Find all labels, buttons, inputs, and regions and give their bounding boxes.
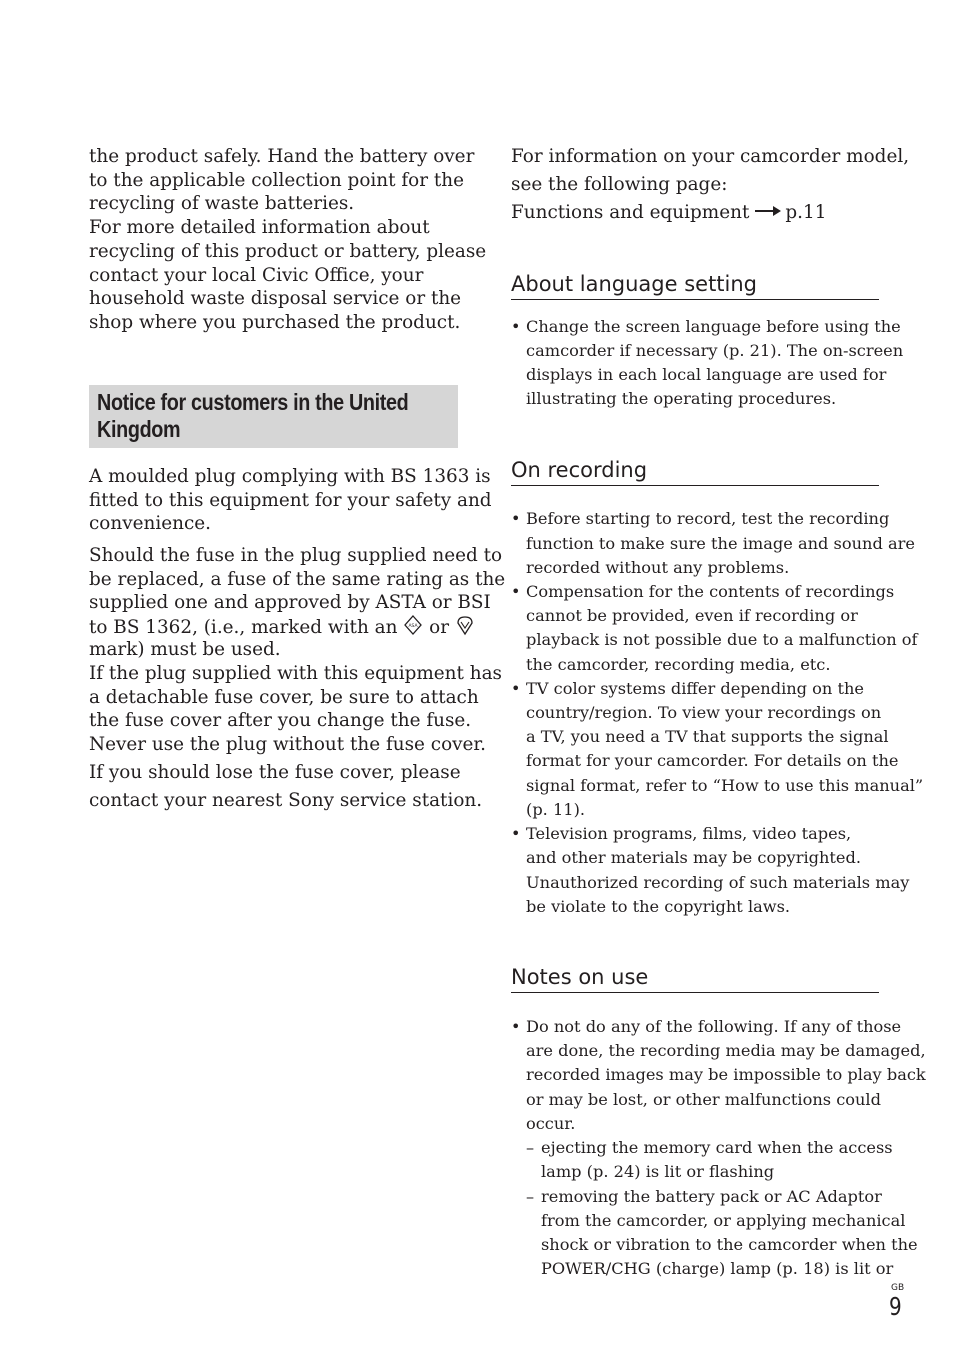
text-line: a detachable fuse cover, be sure to attach	[89, 687, 479, 708]
text-line: If you should lose the fuse cover, please	[89, 762, 461, 783]
bullet-text: playback is not possible due to a malfunction of	[526, 630, 918, 649]
bullet-text: a TV, you need a TV that supports the signal	[526, 727, 889, 746]
bullet-text: format for your camcorder. For details on the	[526, 751, 899, 770]
bullet-icon: •	[511, 1017, 521, 1036]
bullet-text: TV color systems differ depending on the	[526, 679, 865, 698]
text-line: to the applicable collection point for the	[89, 170, 464, 191]
bullet-text: and other materials may be copyrighted.	[526, 848, 861, 867]
bullet-text: function to make sure the image and sound are	[526, 534, 915, 553]
bullet-icon: •	[511, 679, 521, 698]
bullet-text: the camcorder, recording media, etc.	[526, 655, 831, 674]
text-line: Never use the plug without the fuse cover.	[89, 734, 487, 755]
text-line: fitted to this equipment for your safety and	[89, 490, 492, 511]
svg-text:ASA: ASA	[408, 624, 418, 629]
text-line: recycling of this product or battery, please	[89, 241, 487, 262]
text-line: For information on your camcorder model,	[511, 146, 910, 167]
text-line-with-marks	[89, 614, 475, 640]
bullet-text: recorded images may be impossible to play back	[526, 1065, 926, 1084]
text-line: supplied one and approved by ASTA or BSI	[89, 592, 491, 613]
text-line: mark) must be used.	[89, 639, 281, 660]
page-number: 9	[889, 1292, 902, 1321]
page-region-code: GB	[891, 1283, 905, 1293]
bullet-text: Television programs, films, video tapes,	[526, 824, 852, 843]
dash-icon: –	[526, 1187, 535, 1206]
text-line: be replaced, a fuse of the same rating as the	[89, 569, 506, 590]
bullet-text: camcorder if necessary (p. 21). The on-screen	[526, 341, 904, 360]
bullet-text: country/region. To view your recordings on	[526, 703, 882, 722]
text-segment: to BS 1362, (i.e., marked with an	[89, 617, 398, 638]
bullet-text: or may be lost, or other malfunctions could	[526, 1090, 881, 1109]
heading-notes: Notes on use	[511, 964, 879, 993]
bullet-text: are done, the recording media may be damaged,	[526, 1041, 926, 1060]
text-line: shop where you purchased the product.	[89, 312, 461, 333]
dash-item-text: lamp (p. 24) is lit or flashing	[541, 1162, 775, 1181]
section-title: Kingdom	[97, 416, 181, 442]
dash-icon: –	[526, 1138, 535, 1157]
bullet-text: Unauthorized recording of such materials may	[526, 873, 910, 892]
bullet-text: be violate to the copyright laws.	[526, 897, 791, 916]
text-line: household waste disposal service or the	[89, 288, 462, 309]
heading-language: About language setting	[511, 271, 879, 300]
dash-item-text: POWER/CHG (charge) lamp (p. 18) is lit or	[541, 1259, 894, 1278]
text-segment: or	[429, 617, 450, 638]
bullet-text: occur.	[526, 1114, 576, 1133]
reference-label: Functions and equipment	[511, 202, 750, 223]
section-heading-box	[89, 385, 458, 448]
text-line: contact your nearest Sony service station.	[89, 790, 483, 811]
heading-recording: On recording	[511, 457, 879, 486]
bullet-text: Do not do any of the following. If any of those	[526, 1017, 902, 1036]
page-reference	[511, 199, 826, 227]
text-line: recycling of waste batteries.	[89, 193, 355, 214]
bullet-text: signal format, refer to “How to use this manual”	[526, 776, 924, 795]
bullet-text: cannot be provided, even if recording or	[526, 606, 858, 625]
bullet-text: recorded without any problems.	[526, 558, 790, 577]
bullet-text: Change the screen language before using the	[526, 317, 901, 336]
section-title: Notice for customers in the United	[97, 389, 409, 415]
dash-item-text: shock or vibration to the camcorder when the	[541, 1235, 918, 1254]
dash-item-text: from the camcorder, or applying mechanical	[541, 1211, 906, 1230]
bullet-text: illustrating the operating procedures.	[526, 389, 837, 408]
bullet-text: displays in each local language are used for	[526, 365, 887, 384]
bullet-icon: •	[511, 317, 521, 336]
bullet-text: Before starting to record, test the recording	[526, 509, 890, 528]
text-line: Should the fuse in the plug supplied need to	[89, 545, 503, 566]
asta-mark-icon	[403, 614, 423, 636]
dash-item-text: removing the battery pack or AC Adaptor	[541, 1187, 882, 1206]
text-line: the fuse cover after you change the fuse.	[89, 710, 472, 731]
bullet-icon: •	[511, 824, 521, 843]
bullet-icon: •	[511, 582, 521, 601]
bullet-text: Compensation for the contents of recordings	[526, 582, 895, 601]
text-line: For more detailed information about	[89, 217, 430, 238]
text-line: convenience.	[89, 513, 211, 534]
text-line: the product safely. Hand the battery over	[89, 146, 475, 167]
bsi-kitemark-icon	[455, 614, 475, 636]
reference-target: p.11	[785, 202, 827, 223]
text-line: see the following page:	[511, 174, 728, 195]
arrow-right-icon	[755, 206, 781, 216]
text-line: If the plug supplied with this equipment has	[89, 663, 502, 684]
text-line: A moulded plug complying with BS 1363 is	[89, 466, 491, 487]
dash-item-text: ejecting the memory card when the access	[541, 1138, 893, 1157]
bullet-text: (p. 11).	[526, 800, 586, 819]
bullet-icon: •	[511, 509, 521, 528]
text-line: contact your local Civic Office, your	[89, 265, 424, 286]
